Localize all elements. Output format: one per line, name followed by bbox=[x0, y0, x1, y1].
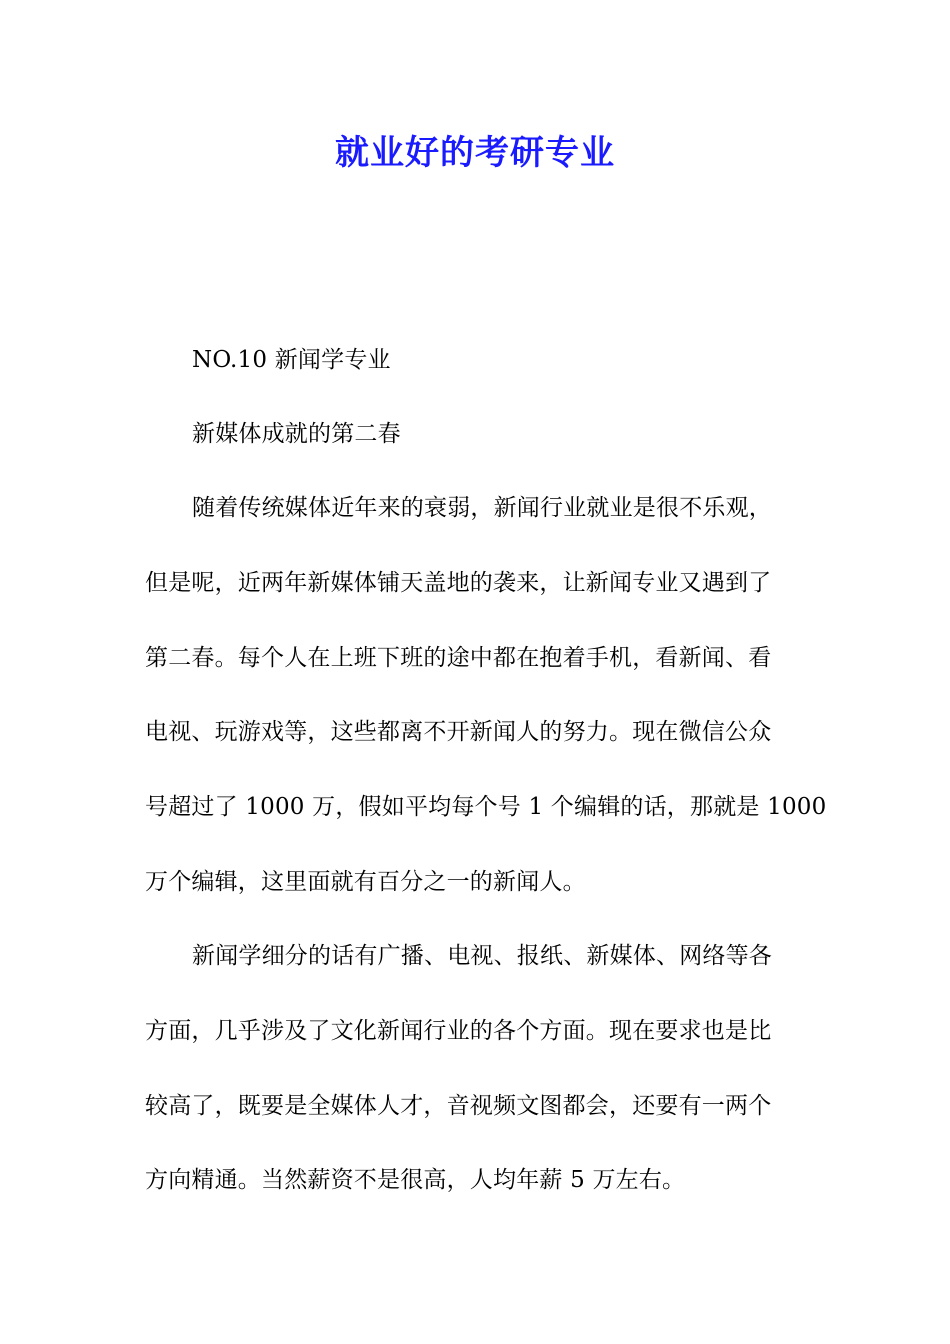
section-number: NO.10 新闻学专业 bbox=[192, 347, 391, 373]
paragraph-line: 随着传统媒体近年来的衰弱，新闻行业就业是很不乐观， bbox=[192, 495, 772, 521]
paragraph-line: 新闻学细分的话有广播、电视、报纸、新媒体、网络等各 bbox=[192, 943, 772, 969]
paragraph-line: 方向精通。当然薪资不是很高，人均年薪 5 万左右。 bbox=[145, 1167, 686, 1193]
paragraph-line: 万个编辑，这里面就有百分之一的新闻人。 bbox=[145, 869, 586, 895]
document-title: 就业好的考研专业 bbox=[335, 133, 615, 173]
paragraph-line: 电视、玩游戏等，这些都离不开新闻人的努力。现在微信公众 bbox=[145, 719, 772, 745]
paragraph-line: 方面，几乎涉及了文化新闻行业的各个方面。现在要求也是比 bbox=[145, 1018, 772, 1044]
paragraph-line: 但是呢，近两年新媒体铺天盖地的袭来，让新闻专业又遇到了 bbox=[145, 570, 772, 596]
section-subtitle: 新媒体成就的第二春 bbox=[192, 421, 401, 447]
paragraph-line: 第二春。每个人在上班下班的途中都在抱着手机，看新闻、看 bbox=[145, 645, 772, 671]
paragraph-line: 较高了，既要是全媒体人才，音视频文图都会，还要有一两个 bbox=[145, 1093, 772, 1119]
paragraph-line: 号超过了 1000 万，假如平均每个号 1 个编辑的话，那就是 1000 bbox=[145, 794, 827, 820]
